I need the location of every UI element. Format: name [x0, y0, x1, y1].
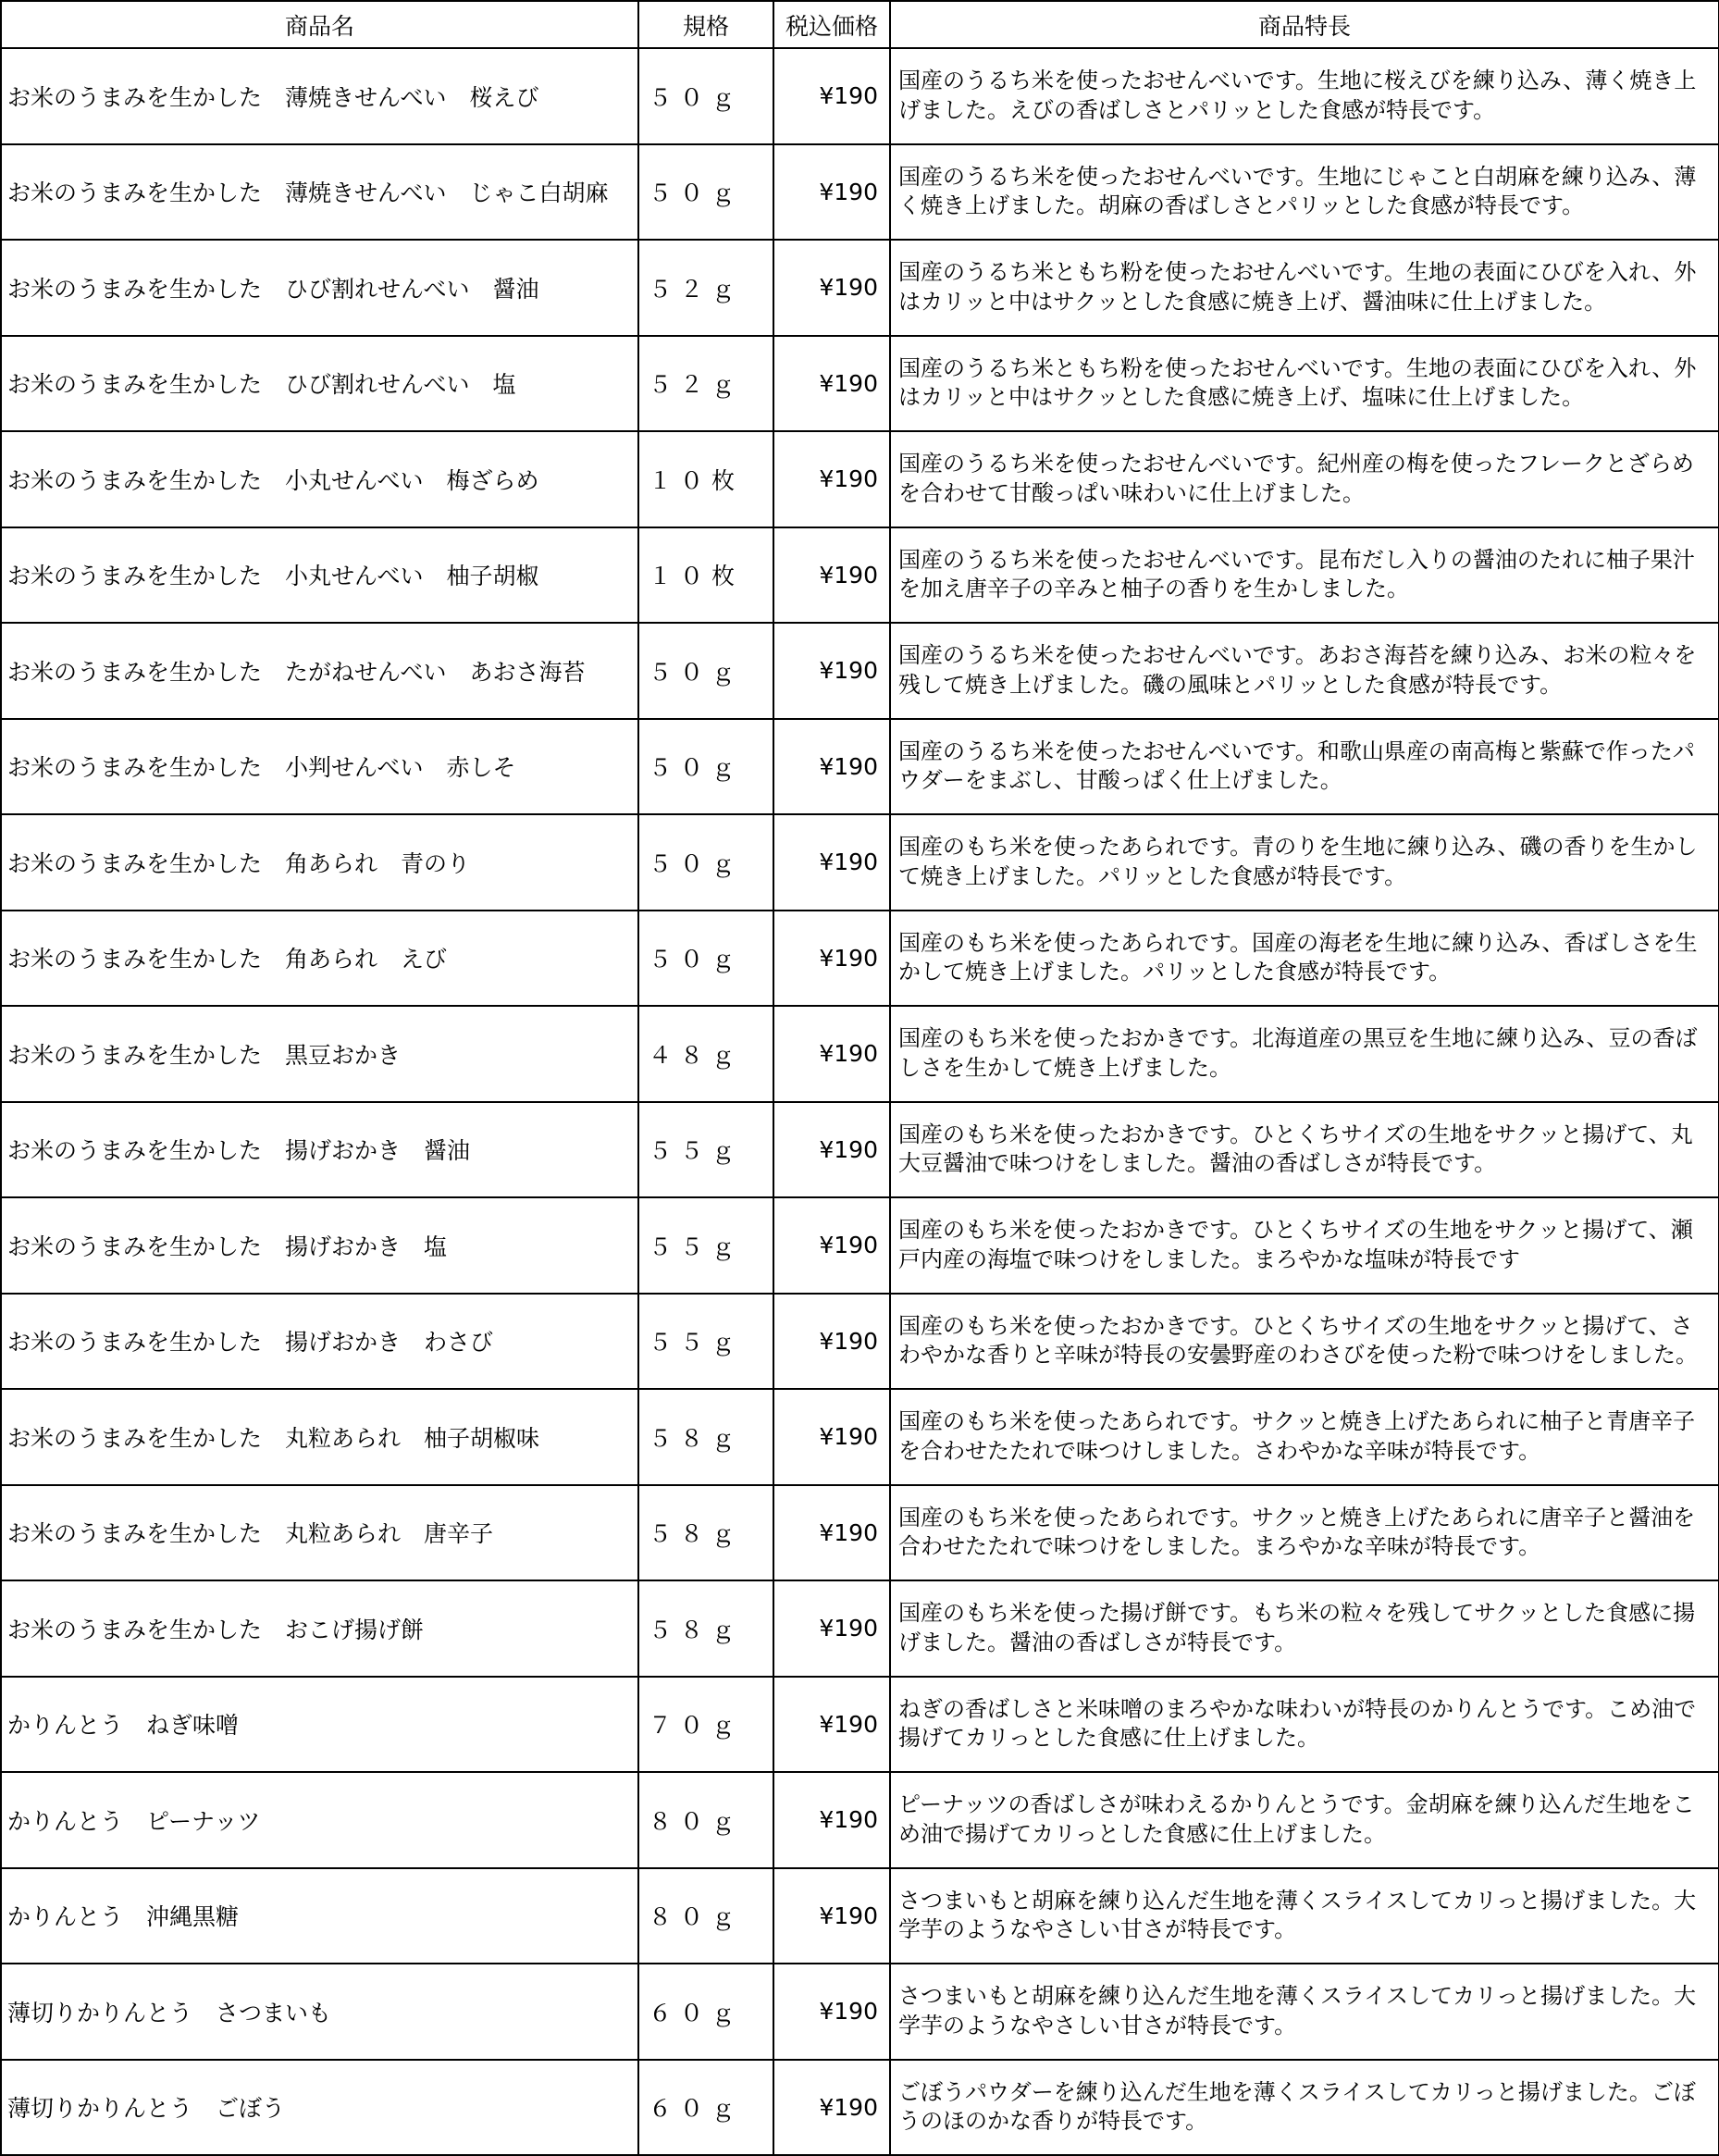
price-cell: ¥190 — [773, 1772, 890, 1868]
product-name-cell: 薄切りかりんとう さつまいも — [1, 1964, 638, 2060]
spec-cell: ５０ｇ — [638, 911, 773, 1007]
features-cell: ごぼうパウダーを練り込んだ生地を薄くスライスしてカリっと揚げました。ごぼうのほのかな香りが特長です。 — [890, 2060, 1719, 2156]
price-cell: ¥190 — [773, 1580, 890, 1677]
spec-cell: ５２ｇ — [638, 336, 773, 432]
table-row — [1, 623, 1719, 719]
price-cell: ¥190 — [773, 719, 890, 815]
header-features: 商品特長 — [890, 1, 1719, 48]
product-name-cell: お米のうまみを生かした 薄焼きせんべい 桜えび — [1, 48, 638, 144]
features-cell: 国産のもち米を使ったおかきです。ひとくちサイズの生地をサクッと揚げて、さわやかな香りと辛味が特長の安曇野産のわさびを使った粉で味つけをしました。 — [890, 1294, 1719, 1390]
table-row — [1, 1389, 1719, 1485]
price-cell: ¥190 — [773, 336, 890, 432]
price-cell: ¥190 — [773, 431, 890, 527]
product-name-cell: お米のうまみを生かした 揚げおかき わさび — [1, 1294, 638, 1390]
spec-cell: ５５ｇ — [638, 1102, 773, 1198]
spec-cell: ８０ｇ — [638, 1772, 773, 1868]
product-name-cell: お米のうまみを生かした 小判せんべい 赤しそ — [1, 719, 638, 815]
product-name-cell: お米のうまみを生かした おこげ揚げ餅 — [1, 1580, 638, 1677]
features-cell: 国産のもち米を使った揚げ餅です。もち米の粒々を残してサクッとした食感に揚げました。醤油の香ばしさが特長です。 — [890, 1580, 1719, 1677]
features-cell: さつまいもと胡麻を練り込んだ生地を薄くスライスしてカリっと揚げました。大学芋のようなやさしい甘さが特長です。 — [890, 1868, 1719, 1964]
spec-cell: ５８ｇ — [638, 1389, 773, 1485]
spec-cell: ８０ｇ — [638, 1868, 773, 1964]
spec-cell: ６０ｇ — [638, 2060, 773, 2156]
table-row — [1, 1868, 1719, 1964]
price-cell: ¥190 — [773, 1102, 890, 1198]
price-cell: ¥190 — [773, 1389, 890, 1485]
product-name-cell: お米のうまみを生かした 小丸せんべい 柚子胡椒 — [1, 527, 638, 624]
header-row — [1, 1, 1719, 48]
spec-cell: ５５ｇ — [638, 1197, 773, 1294]
table-header — [1, 1, 1719, 48]
spec-cell: ５０ｇ — [638, 814, 773, 911]
spec-cell: １０枚 — [638, 431, 773, 527]
header-name: 商品名 — [1, 1, 638, 48]
features-cell: 国産のもち米を使ったおかきです。ひとくちサイズの生地をサクッと揚げて、瀬戸内産の海塩で味つけをしました。まろやかな塩味が特長です — [890, 1197, 1719, 1294]
features-cell: ピーナッツの香ばしさが味わえるかりんとうです。金胡麻を練り込んだ生地をこめ油で揚げてカリっとした食感に仕上げました。 — [890, 1772, 1719, 1868]
table-row — [1, 814, 1719, 911]
price-cell: ¥190 — [773, 911, 890, 1007]
features-cell: ねぎの香ばしさと米味噌のまろやかな味わいが特長のかりんとうです。こめ油で揚げてカリっとした食感に仕上げました。 — [890, 1677, 1719, 1773]
product-name-cell: お米のうまみを生かした 揚げおかき 塩 — [1, 1197, 638, 1294]
product-name-cell: お米のうまみを生かした 小丸せんべい 梅ざらめ — [1, 431, 638, 527]
table-row — [1, 911, 1719, 1007]
price-cell: ¥190 — [773, 240, 890, 336]
table-row — [1, 1580, 1719, 1677]
product-name-cell: お米のうまみを生かした 揚げおかき 醤油 — [1, 1102, 638, 1198]
features-cell: 国産のもち米を使ったあられです。サクッと焼き上げたあられに柚子と青唐辛子を合わせたたれで味つけしました。さわやかな辛味が特長です。 — [890, 1389, 1719, 1485]
price-cell: ¥190 — [773, 1294, 890, 1390]
product-name-cell: お米のうまみを生かした 丸粒あられ 唐辛子 — [1, 1485, 638, 1581]
spec-cell: ５２ｇ — [638, 240, 773, 336]
table-row — [1, 144, 1719, 241]
spec-cell: ５８ｇ — [638, 1580, 773, 1677]
spec-cell: ５０ｇ — [638, 48, 773, 144]
table-row — [1, 1677, 1719, 1773]
product-name-cell: お米のうまみを生かした たがねせんべい あおさ海苔 — [1, 623, 638, 719]
price-cell: ¥190 — [773, 2060, 890, 2156]
product-name-cell: お米のうまみを生かした ひび割れせんべい 醤油 — [1, 240, 638, 336]
table-row — [1, 1964, 1719, 2060]
spec-cell: ５０ｇ — [638, 144, 773, 241]
table-body — [1, 48, 1719, 2155]
spec-cell: ６０ｇ — [638, 1964, 773, 2060]
features-cell: さつまいもと胡麻を練り込んだ生地を薄くスライスしてカリっと揚げました。大学芋のようなやさしい甘さが特長です。 — [890, 1964, 1719, 2060]
price-cell: ¥190 — [773, 527, 890, 624]
features-cell: 国産のもち米を使ったおかきです。北海道産の黒豆を生地に練り込み、豆の香ばしさを生かして焼き上げました。 — [890, 1006, 1719, 1102]
spec-cell: ７０ｇ — [638, 1677, 773, 1773]
table-row — [1, 1772, 1719, 1868]
product-name-cell: 薄切りかりんとう ごぼう — [1, 2060, 638, 2156]
spec-cell: ４８ｇ — [638, 1006, 773, 1102]
product-name-cell: お米のうまみを生かした ひび割れせんべい 塩 — [1, 336, 638, 432]
table-row — [1, 1485, 1719, 1581]
product-name-cell: かりんとう ねぎ味噌 — [1, 1677, 638, 1773]
price-cell: ¥190 — [773, 1677, 890, 1773]
header-spec: 規格 — [638, 1, 773, 48]
table-row — [1, 336, 1719, 432]
price-cell: ¥190 — [773, 623, 890, 719]
table-row — [1, 719, 1719, 815]
table-row — [1, 527, 1719, 624]
table-row — [1, 240, 1719, 336]
spec-cell: ５０ｇ — [638, 719, 773, 815]
spec-cell: ５５ｇ — [638, 1294, 773, 1390]
product-name-cell: お米のうまみを生かした 黒豆おかき — [1, 1006, 638, 1102]
product-name-cell: お米のうまみを生かした 丸粒あられ 柚子胡椒味 — [1, 1389, 638, 1485]
header-price: 税込価格 — [773, 1, 890, 48]
table-row — [1, 2060, 1719, 2156]
price-cell: ¥190 — [773, 48, 890, 144]
product-name-cell: お米のうまみを生かした 角あられ えび — [1, 911, 638, 1007]
price-cell: ¥190 — [773, 1868, 890, 1964]
product-name-cell: お米のうまみを生かした 角あられ 青のり — [1, 814, 638, 911]
spec-cell: ５０ｇ — [638, 623, 773, 719]
table-row — [1, 1006, 1719, 1102]
price-cell: ¥190 — [773, 1197, 890, 1294]
table-row — [1, 431, 1719, 527]
table-row — [1, 1294, 1719, 1390]
features-cell: 国産のうるち米を使ったおせんべいです。あおさ海苔を練り込み、お米の粒々を残して焼き上げました。磯の風味とパリッとした食感が特長です。 — [890, 623, 1719, 719]
spec-cell: １０枚 — [638, 527, 773, 624]
features-cell: 国産のうるち米を使ったおせんべいです。和歌山県産の南高梅と紫蘇で作ったパウダーをまぶし、甘酸っぱく仕上げました。 — [890, 719, 1719, 815]
features-cell: 国産のうるち米ともち粉を使ったおせんべいです。生地の表面にひびを入れ、外はカリッと中はサクッとした食感に焼き上げ、醤油味に仕上げました。 — [890, 240, 1719, 336]
features-cell: 国産のもち米を使ったあられです。サクッと焼き上げたあられに唐辛子と醤油を合わせたたれで味つけをしました。まろやかな辛味が特長です。 — [890, 1485, 1719, 1581]
price-cell: ¥190 — [773, 814, 890, 911]
features-cell: 国産のもち米を使ったあられです。青のりを生地に練り込み、磯の香りを生かして焼き上げました。パリッとした食感が特長です。 — [890, 814, 1719, 911]
price-cell: ¥190 — [773, 1006, 890, 1102]
table-row — [1, 1102, 1719, 1198]
spec-cell: ５８ｇ — [638, 1485, 773, 1581]
product-name-cell: かりんとう 沖縄黒糖 — [1, 1868, 638, 1964]
features-cell: 国産のもち米を使ったあられです。国産の海老を生地に練り込み、香ばしさを生かして焼き上げました。パリッとした食感が特長です。 — [890, 911, 1719, 1007]
features-cell: 国産のうるち米を使ったおせんべいです。生地に桜えびを練り込み、薄く焼き上げました。えびの香ばしさとパリッとした食感が特長です。 — [890, 48, 1719, 144]
features-cell: 国産のうるち米ともち粉を使ったおせんべいです。生地の表面にひびを入れ、外はカリッと中はサクッとした食感に焼き上げ、塩味に仕上げました。 — [890, 336, 1719, 432]
table-row — [1, 48, 1719, 144]
price-cell: ¥190 — [773, 1964, 890, 2060]
table-row — [1, 1197, 1719, 1294]
features-cell: 国産のうるち米を使ったおせんべいです。昆布だし入りの醤油のたれに柚子果汁を加え唐辛子の辛みと柚子の香りを生かしました。 — [890, 527, 1719, 624]
features-cell: 国産のうるち米を使ったおせんべいです。紀州産の梅を使ったフレークとざらめを合わせて甘酸っぱい味わいに仕上げました。 — [890, 431, 1719, 527]
price-cell: ¥190 — [773, 144, 890, 241]
features-cell: 国産のうるち米を使ったおせんべいです。生地にじゃこと白胡麻を練り込み、薄く焼き上げました。胡麻の香ばしさとパリッとした食感が特長です。 — [890, 144, 1719, 241]
features-cell: 国産のもち米を使ったおかきです。ひとくちサイズの生地をサクッと揚げて、丸大豆醤油で味つけをしました。醤油の香ばしさが特長です。 — [890, 1102, 1719, 1198]
product-name-cell: かりんとう ピーナッツ — [1, 1772, 638, 1868]
price-cell: ¥190 — [773, 1485, 890, 1581]
product-name-cell: お米のうまみを生かした 薄焼きせんべい じゃこ白胡麻 — [1, 144, 638, 241]
